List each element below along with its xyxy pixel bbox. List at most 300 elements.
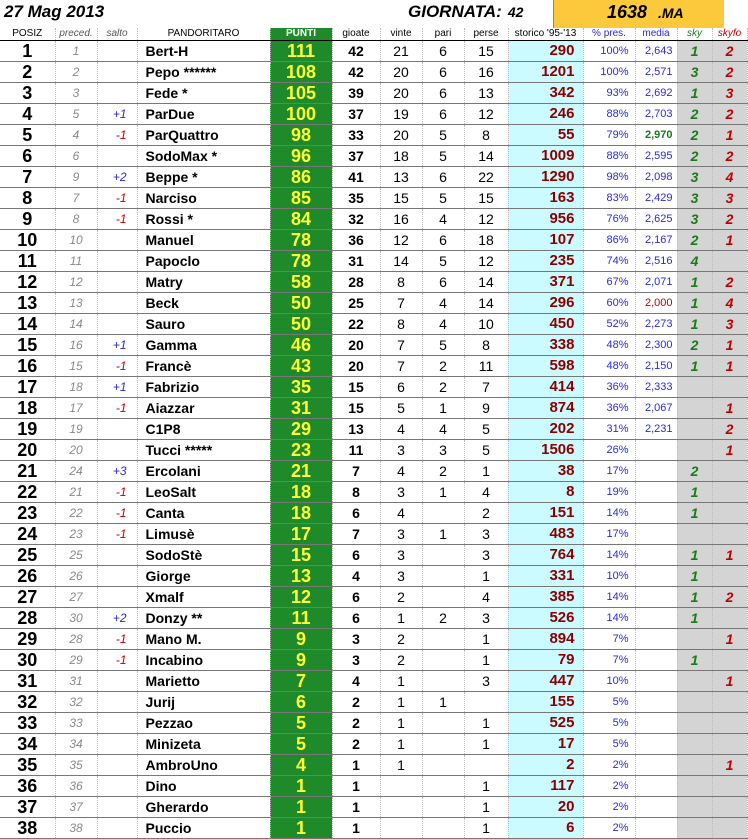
lost-cell xyxy=(464,755,508,776)
average-cell: 2,970 xyxy=(635,125,677,146)
skyfo-cell: 2 xyxy=(712,41,747,62)
table-row xyxy=(0,797,747,818)
table-row xyxy=(0,503,747,524)
position-cell: 7 xyxy=(0,167,55,188)
skyfo-cell: 1 xyxy=(712,230,747,251)
historic-cell: 296 xyxy=(508,293,583,314)
jump-cell xyxy=(97,755,137,776)
points-cell: 5 xyxy=(270,734,332,755)
points-cell: 9 xyxy=(270,650,332,671)
won-cell: 1 xyxy=(380,671,422,692)
player-name-cell: ParDue xyxy=(137,104,270,125)
presence-cell: 52% xyxy=(583,314,635,335)
table-row xyxy=(0,104,747,125)
won-cell: 1 xyxy=(380,755,422,776)
historic-cell: 526 xyxy=(508,608,583,629)
lost-cell: 3 xyxy=(464,524,508,545)
previous-position-cell: 17 xyxy=(55,398,97,419)
player-name-cell: Minizeta xyxy=(137,734,270,755)
player-name-cell: C1P8 xyxy=(137,419,270,440)
position-cell: 3 xyxy=(0,83,55,104)
historic-cell: 450 xyxy=(508,314,583,335)
position-cell: 10 xyxy=(0,230,55,251)
sky-cell: 2 xyxy=(677,461,712,482)
position-cell: 35 xyxy=(0,755,55,776)
player-name-cell: Mano M. xyxy=(137,629,270,650)
drawn-cell xyxy=(422,503,464,524)
historic-cell: 764 xyxy=(508,545,583,566)
jump-cell xyxy=(97,545,137,566)
player-name-cell: Donzy ** xyxy=(137,608,270,629)
historic-cell: 38 xyxy=(508,461,583,482)
lost-cell: 14 xyxy=(464,293,508,314)
player-name-cell: Pepo ****** xyxy=(137,62,270,83)
previous-position-cell: 11 xyxy=(55,251,97,272)
position-cell: 18 xyxy=(0,398,55,419)
lost-cell: 1 xyxy=(464,776,508,797)
lost-cell: 12 xyxy=(464,251,508,272)
sky-cell: 1 xyxy=(677,356,712,377)
played-cell: 20 xyxy=(332,356,380,377)
player-name-cell: Marietto xyxy=(137,671,270,692)
lost-cell: 16 xyxy=(464,62,508,83)
average-cell xyxy=(635,755,677,776)
historic-cell: 117 xyxy=(508,776,583,797)
sky-cell xyxy=(677,398,712,419)
skyfo-cell: 1 xyxy=(712,545,747,566)
drawn-cell: 3 xyxy=(422,440,464,461)
historic-cell: 598 xyxy=(508,356,583,377)
historic-cell: 6 xyxy=(508,818,583,839)
previous-position-cell: 15 xyxy=(55,356,97,377)
drawn-cell: 1 xyxy=(422,398,464,419)
won-cell: 1 xyxy=(380,734,422,755)
lost-cell: 7 xyxy=(464,377,508,398)
position-cell: 34 xyxy=(0,734,55,755)
position-cell: 21 xyxy=(0,461,55,482)
ma-box xyxy=(553,0,724,28)
sky-cell: 3 xyxy=(677,188,712,209)
average-cell: 2,000 xyxy=(635,293,677,314)
jump-cell xyxy=(97,251,137,272)
lost-cell: 11 xyxy=(464,356,508,377)
player-name-cell: Sauro xyxy=(137,314,270,335)
average-cell: 2,071 xyxy=(635,272,677,293)
previous-position-cell: 18 xyxy=(55,377,97,398)
average-cell xyxy=(635,650,677,671)
col-preced: preced. xyxy=(55,28,97,41)
points-cell: 18 xyxy=(270,482,332,503)
position-cell: 24 xyxy=(0,524,55,545)
presence-cell: 7% xyxy=(583,629,635,650)
presence-cell: 88% xyxy=(583,104,635,125)
won-cell: 1 xyxy=(380,608,422,629)
presence-cell: 88% xyxy=(583,146,635,167)
drawn-cell: 6 xyxy=(422,167,464,188)
skyfo-cell xyxy=(712,776,747,797)
drawn-cell: 4 xyxy=(422,209,464,230)
played-cell: 15 xyxy=(332,398,380,419)
player-name-cell: Incabino xyxy=(137,650,270,671)
points-cell: 21 xyxy=(270,461,332,482)
won-cell: 19 xyxy=(380,104,422,125)
presence-cell: 98% xyxy=(583,167,635,188)
drawn-cell: 6 xyxy=(422,272,464,293)
jump-cell xyxy=(97,713,137,734)
table-row xyxy=(0,482,747,503)
table-row xyxy=(0,314,747,335)
average-cell: 2,231 xyxy=(635,419,677,440)
points-cell: 13 xyxy=(270,566,332,587)
position-cell: 19 xyxy=(0,419,55,440)
player-name-cell: Giorge xyxy=(137,566,270,587)
previous-position-cell: 22 xyxy=(55,503,97,524)
presence-cell: 86% xyxy=(583,230,635,251)
lost-cell: 5 xyxy=(464,440,508,461)
historic-cell: 525 xyxy=(508,713,583,734)
col-posiz: POSIZ xyxy=(0,28,55,41)
previous-position-cell: 32 xyxy=(55,692,97,713)
skyfo-cell: 2 xyxy=(712,104,747,125)
position-cell: 25 xyxy=(0,545,55,566)
skyfo-cell xyxy=(712,482,747,503)
played-cell: 6 xyxy=(332,608,380,629)
points-cell: 6 xyxy=(270,692,332,713)
average-cell: 2,167 xyxy=(635,230,677,251)
col-pres: % pres. xyxy=(583,28,635,41)
played-cell: 6 xyxy=(332,503,380,524)
previous-position-cell: 2 xyxy=(55,62,97,83)
jump-cell: -1 xyxy=(97,650,137,671)
points-cell: 58 xyxy=(270,272,332,293)
won-cell: 6 xyxy=(380,377,422,398)
previous-position-cell: 28 xyxy=(55,629,97,650)
jump-cell: -1 xyxy=(97,125,137,146)
jump-cell: +1 xyxy=(97,104,137,125)
player-name-cell: SodoStè xyxy=(137,545,270,566)
played-cell: 22 xyxy=(332,314,380,335)
position-cell: 14 xyxy=(0,314,55,335)
player-name-cell: Dino xyxy=(137,776,270,797)
previous-position-cell: 25 xyxy=(55,545,97,566)
skyfo-cell: 3 xyxy=(712,188,747,209)
player-name-cell: SodoMax * xyxy=(137,146,270,167)
previous-position-cell: 21 xyxy=(55,482,97,503)
played-cell: 20 xyxy=(332,335,380,356)
average-cell xyxy=(635,734,677,755)
skyfo-cell: 2 xyxy=(712,419,747,440)
sky-cell xyxy=(677,629,712,650)
won-cell: 8 xyxy=(380,272,422,293)
previous-position-cell: 33 xyxy=(55,713,97,734)
won-cell: 1 xyxy=(380,692,422,713)
average-cell: 2,516 xyxy=(635,251,677,272)
won-cell: 4 xyxy=(380,419,422,440)
points-cell: 86 xyxy=(270,167,332,188)
historic-cell: 163 xyxy=(508,188,583,209)
presence-cell: 36% xyxy=(583,398,635,419)
col-skyfo: skyfo xyxy=(712,28,747,41)
position-cell: 33 xyxy=(0,713,55,734)
sky-cell xyxy=(677,818,712,839)
table-row xyxy=(0,755,747,776)
historic-cell: 235 xyxy=(508,251,583,272)
drawn-cell xyxy=(422,776,464,797)
historic-cell: 151 xyxy=(508,503,583,524)
historic-cell: 8 xyxy=(508,482,583,503)
skyfo-cell: 4 xyxy=(712,293,747,314)
position-cell: 32 xyxy=(0,692,55,713)
lost-cell: 22 xyxy=(464,167,508,188)
player-name-cell: Tucci ***** xyxy=(137,440,270,461)
average-cell xyxy=(635,608,677,629)
average-cell: 2,692 xyxy=(635,83,677,104)
jump-cell xyxy=(97,587,137,608)
sky-cell: 2 xyxy=(677,230,712,251)
table-row xyxy=(0,734,747,755)
presence-cell: 48% xyxy=(583,356,635,377)
played-cell: 2 xyxy=(332,692,380,713)
jump-cell xyxy=(97,692,137,713)
historic-cell: 107 xyxy=(508,230,583,251)
sky-cell: 1 xyxy=(677,587,712,608)
historic-cell: 414 xyxy=(508,377,583,398)
table-row xyxy=(0,230,747,251)
col-storico: storico '95-'13 xyxy=(508,28,583,41)
points-cell: 1 xyxy=(270,797,332,818)
skyfo-cell xyxy=(712,608,747,629)
sky-cell xyxy=(677,671,712,692)
position-cell: 26 xyxy=(0,566,55,587)
position-cell: 30 xyxy=(0,650,55,671)
won-cell: 3 xyxy=(380,482,422,503)
lost-cell: 12 xyxy=(464,209,508,230)
position-cell: 13 xyxy=(0,293,55,314)
skyfo-cell: 1 xyxy=(712,125,747,146)
average-cell xyxy=(635,629,677,650)
won-cell: 8 xyxy=(380,314,422,335)
sky-cell: 1 xyxy=(677,650,712,671)
played-cell: 13 xyxy=(332,419,380,440)
won-cell: 18 xyxy=(380,146,422,167)
presence-cell: 2% xyxy=(583,755,635,776)
average-cell xyxy=(635,776,677,797)
position-cell: 23 xyxy=(0,503,55,524)
jump-cell: +2 xyxy=(97,608,137,629)
presence-cell: 17% xyxy=(583,524,635,545)
ma-value: 1638 xyxy=(607,2,648,22)
historic-cell: 246 xyxy=(508,104,583,125)
average-cell: 2,625 xyxy=(635,209,677,230)
sky-cell xyxy=(677,524,712,545)
position-cell: 12 xyxy=(0,272,55,293)
sky-cell: 1 xyxy=(677,83,712,104)
points-cell: 1 xyxy=(270,818,332,839)
historic-cell: 202 xyxy=(508,419,583,440)
played-cell: 33 xyxy=(332,125,380,146)
previous-position-cell: 13 xyxy=(55,293,97,314)
jump-cell: +1 xyxy=(97,377,137,398)
historic-cell: 447 xyxy=(508,671,583,692)
lost-cell: 13 xyxy=(464,83,508,104)
points-cell: 15 xyxy=(270,545,332,566)
jump-cell: -1 xyxy=(97,398,137,419)
position-cell: 27 xyxy=(0,587,55,608)
lost-cell: 2 xyxy=(464,503,508,524)
table-row xyxy=(0,692,747,713)
drawn-cell: 4 xyxy=(422,314,464,335)
played-cell: 15 xyxy=(332,377,380,398)
points-cell: 98 xyxy=(270,125,332,146)
position-cell: 20 xyxy=(0,440,55,461)
previous-position-cell: 24 xyxy=(55,461,97,482)
previous-position-cell: 27 xyxy=(55,587,97,608)
average-cell xyxy=(635,545,677,566)
table-row xyxy=(0,461,747,482)
previous-position-cell: 30 xyxy=(55,608,97,629)
player-name-cell: Ercolani xyxy=(137,461,270,482)
average-cell: 2,703 xyxy=(635,104,677,125)
lost-cell: 15 xyxy=(464,41,508,62)
sky-cell xyxy=(677,713,712,734)
table-row xyxy=(0,293,747,314)
skyfo-cell xyxy=(712,818,747,839)
won-cell: 21 xyxy=(380,41,422,62)
points-cell: 43 xyxy=(270,356,332,377)
table-row xyxy=(0,125,747,146)
sky-cell xyxy=(677,692,712,713)
won-cell: 20 xyxy=(380,125,422,146)
average-cell xyxy=(635,503,677,524)
average-cell xyxy=(635,818,677,839)
table-row xyxy=(0,41,747,62)
presence-cell: 10% xyxy=(583,566,635,587)
jump-cell: -1 xyxy=(97,503,137,524)
drawn-cell: 5 xyxy=(422,146,464,167)
header-row xyxy=(0,28,747,41)
lost-cell: 1 xyxy=(464,797,508,818)
giornata-number: 42 xyxy=(507,4,524,20)
sky-cell: 4 xyxy=(677,251,712,272)
position-cell: 16 xyxy=(0,356,55,377)
previous-position-cell: 35 xyxy=(55,755,97,776)
table-row xyxy=(0,146,747,167)
sky-cell: 2 xyxy=(677,125,712,146)
previous-position-cell: 10 xyxy=(55,230,97,251)
sky-cell: 1 xyxy=(677,314,712,335)
jump-cell: +2 xyxy=(97,167,137,188)
sky-cell xyxy=(677,377,712,398)
average-cell xyxy=(635,440,677,461)
presence-cell: 14% xyxy=(583,503,635,524)
points-cell: 85 xyxy=(270,188,332,209)
won-cell: 13 xyxy=(380,167,422,188)
drawn-cell: 5 xyxy=(422,125,464,146)
player-name-cell: LeoSalt xyxy=(137,482,270,503)
played-cell: 4 xyxy=(332,671,380,692)
position-cell: 36 xyxy=(0,776,55,797)
sky-cell: 3 xyxy=(677,62,712,83)
skyfo-cell: 3 xyxy=(712,314,747,335)
lost-cell: 1 xyxy=(464,734,508,755)
sky-cell: 3 xyxy=(677,209,712,230)
lost-cell: 12 xyxy=(464,104,508,125)
col-name: PANDORITARO xyxy=(137,28,270,41)
won-cell: 3 xyxy=(380,440,422,461)
played-cell: 1 xyxy=(332,818,380,839)
historic-cell: 1009 xyxy=(508,146,583,167)
historic-cell: 342 xyxy=(508,83,583,104)
presence-cell: 19% xyxy=(583,482,635,503)
points-cell: 11 xyxy=(270,608,332,629)
player-name-cell: Narciso xyxy=(137,188,270,209)
played-cell: 4 xyxy=(332,566,380,587)
jump-cell xyxy=(97,293,137,314)
presence-cell: 2% xyxy=(583,818,635,839)
skyfo-cell xyxy=(712,377,747,398)
historic-cell: 1290 xyxy=(508,167,583,188)
played-cell: 3 xyxy=(332,629,380,650)
table-row xyxy=(0,818,747,839)
historic-cell: 155 xyxy=(508,692,583,713)
player-name-cell: Fede * xyxy=(137,83,270,104)
played-cell: 1 xyxy=(332,797,380,818)
skyfo-cell: 3 xyxy=(712,83,747,104)
lost-cell: 10 xyxy=(464,314,508,335)
won-cell: 2 xyxy=(380,650,422,671)
drawn-cell xyxy=(422,734,464,755)
drawn-cell: 1 xyxy=(422,482,464,503)
jump-cell xyxy=(97,671,137,692)
won-cell: 3 xyxy=(380,566,422,587)
points-cell: 84 xyxy=(270,209,332,230)
presence-cell: 17% xyxy=(583,461,635,482)
position-cell: 9 xyxy=(0,209,55,230)
average-cell: 2,067 xyxy=(635,398,677,419)
previous-position-cell: 20 xyxy=(55,440,97,461)
won-cell: 16 xyxy=(380,209,422,230)
jump-cell: -1 xyxy=(97,482,137,503)
position-cell: 37 xyxy=(0,797,55,818)
sky-cell xyxy=(677,755,712,776)
presence-cell: 2% xyxy=(583,776,635,797)
jump-cell xyxy=(97,146,137,167)
presence-cell: 7% xyxy=(583,650,635,671)
presence-cell: 10% xyxy=(583,671,635,692)
presence-cell: 100% xyxy=(583,62,635,83)
historic-cell: 20 xyxy=(508,797,583,818)
lost-cell: 4 xyxy=(464,587,508,608)
average-cell: 2,098 xyxy=(635,167,677,188)
average-cell xyxy=(635,524,677,545)
played-cell: 37 xyxy=(332,146,380,167)
presence-cell: 2% xyxy=(583,797,635,818)
skyfo-cell: 2 xyxy=(712,272,747,293)
drawn-cell xyxy=(422,797,464,818)
standings-table xyxy=(0,28,748,839)
lost-cell: 14 xyxy=(464,146,508,167)
player-name-cell: Manuel xyxy=(137,230,270,251)
played-cell: 42 xyxy=(332,62,380,83)
player-name-cell: ParQuattro xyxy=(137,125,270,146)
skyfo-cell: 2 xyxy=(712,209,747,230)
historic-cell: 290 xyxy=(508,41,583,62)
points-cell: 23 xyxy=(270,440,332,461)
player-name-cell: Jurij xyxy=(137,692,270,713)
won-cell: 1 xyxy=(380,713,422,734)
presence-cell: 31% xyxy=(583,419,635,440)
lost-cell: 9 xyxy=(464,398,508,419)
